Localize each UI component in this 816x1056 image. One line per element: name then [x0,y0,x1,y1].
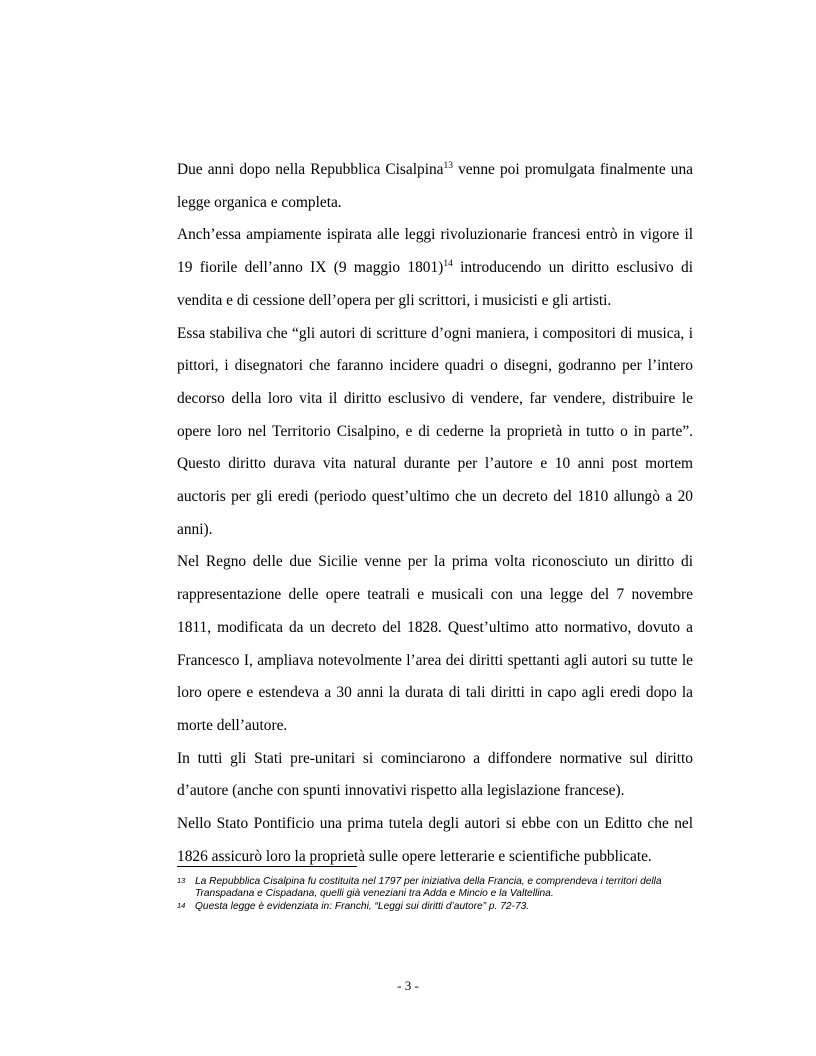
paragraph [177,219,693,317]
footnotes [177,876,693,913]
paragraph: In tutti gli Stati pre-unitari si cominciarono a diffondere normative sul diritto d’autore (anche con spunti innovativi rispetto alla legislazione francese). [177,749,693,800]
footnote-number: 13 [177,876,186,885]
paragraph-text: Anch’essa ampiamente ispirata alle leggi rivoluzionarie francesi entrò in vigore il 19 fiorile dell’anno IX (9 maggio 1801) [177,226,693,277]
footnote-reference: 14 [443,259,453,270]
footnote-number: 14 [177,900,186,910]
footnote [177,901,693,913]
footnote [177,876,693,900]
paragraph: Nel Regno delle due Sicilie venne per la prima volta riconosciuto un diritto di rappresentazione delle opere teatrali e musicali con una legge del 7 novembre 1811, modificata da un decreto del 1828. Quest’ultimo atto normativo, dovuto a Francesco I, ampliava notevolmente l’area dei diritti spettanti agli autori su tutte le loro opere e estendeva a 30 anni la durata di tali diritti in capo agli eredi dopo la morte dell’autore. [177,553,693,734]
paragraph-text: Due anni dopo nella Repubblica Cisalpina [177,161,444,178]
paragraph: Nello Stato Pontificio una prima tutela degli autori si ebbe con un Editto che nel 1826 assicurò loro la proprietà sulle opere letterarie e scientifiche pubblicate. [177,815,693,865]
paragraph-text: venne poi promulgata finalmente una legge organica e completa. [177,161,694,211]
body-text [177,154,693,873]
footnote-separator [177,866,357,867]
paragraph [177,154,693,219]
footnote-text: La Repubblica Cisalpina fu costituita nel 1797 per iniziativa della Francia, e comprendeva i territori della Transpadana e Cispadana, quelli già veneziani tra Adda e Mincio e la Valtellina. [195,876,662,899]
footnote-reference: 13 [443,161,454,171]
paragraph-text: introducendo un diritto esclusivo di vendita e di cessione dell’opera per gli scrittori, i musicisti e gli artisti. [177,259,693,309]
paragraph: Essa stabiliva che “gli autori di scritture d’ogni maniera, i compositori di musica, i pittori, i disegnatori che faranno incidere quadri o disegni, godranno per l’intero decorso della loro vita il diritto esclusivo di vendere, far vendere, distribuire le opere loro nel Territorio Cisalpino, e di cederne la proprietà in tutto o in parte”. Questo diritto durava vita natural durante per l’autore e 10 anni post mortem auctoris per gli eredi (periodo quest’ultimo che un decreto del 1810 allungò a 20 anni). [177,324,693,538]
page-number: - 3 - [397,978,419,993]
footnote-text: Questa legge è evidenziata in: Franchi, “Leggi sui diritti d’autore” p. 72-73. [195,900,530,912]
